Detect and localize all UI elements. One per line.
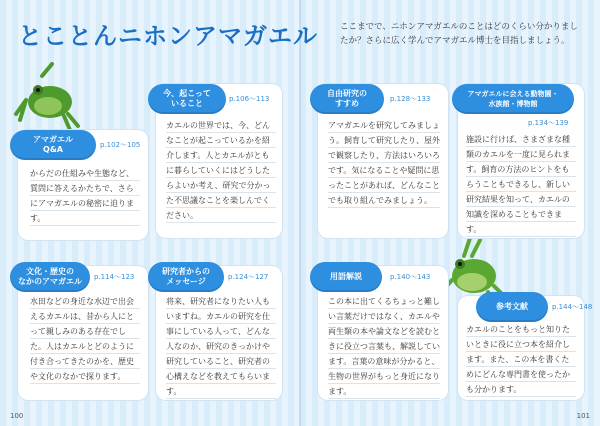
- research-text: アマガエルを研究してみましょう。飼育して研究したり、屋外で観察したり、方法はいろいろです。気になることや疑問に思ったことがあれば、どんなことでも取り組んでみましょう。: [328, 118, 440, 208]
- now-tab[interactable]: 今、起こって いること: [148, 84, 226, 114]
- zoo-tab[interactable]: アマガエルに会える動物園・ 水族館・博物館: [452, 84, 574, 114]
- page-number-left: 100: [10, 412, 24, 420]
- references-pages: p.144〜148: [552, 303, 593, 311]
- now-text: カエルの世界では、今、どんなことが起こっているかを紹介します。人とカエルがともに暮らしていくにはどうしたらよいか考え、研究で分かった不思議なことを楽しんでください。: [166, 118, 276, 223]
- qa-pages: p.102〜105: [100, 141, 141, 149]
- message-pages: p.124〜127: [228, 273, 269, 281]
- references-text: カエルのことをもっと知りたいときに役に立つ本を紹介します。また、この本を書くためにどんな専門書を使ったかも分かります。: [466, 322, 576, 397]
- glossary-pages: p.140〜143: [390, 273, 431, 281]
- glossary-text: この本に出てくるちょっと難しい言葉だけではなく、カエルや両生類の本や論文などを読むときに役立つ言葉も、解説しています。言葉の意味が分かると、生物の世界がもっと身近になります。: [328, 294, 440, 399]
- page-number-right: 101: [576, 412, 590, 420]
- research-pages: p.128〜133: [390, 95, 431, 103]
- zoo-text: 施設に行けば、さまざまな種類のカエルを一度に見られます。飼育の方法のヒントをもらうこともできるし、新しい研究結果を知って、カエルの知識を深めることもできます。: [466, 132, 576, 237]
- page-gutter: [299, 0, 301, 426]
- culture-pages: p.114〜123: [94, 273, 135, 281]
- qa-tab[interactable]: アマガエル Q&A: [10, 130, 96, 160]
- message-tab[interactable]: 研究者からの メッセージ: [148, 262, 224, 292]
- intro-text: ここまでで、ニホンアマガエルのことはどのくらい分かりましたか？さらに広く学んでアマガエル博士を目指しましょう。: [340, 22, 578, 46]
- culture-tab[interactable]: 文化・歴史の なかのアマガエル: [10, 262, 90, 292]
- message-text: 将来、研究者になりたい人もいますね。カエルの研究を仕事にしている人って、どんな人なのか、研究のきっかけや研究していること、研究者の心構えなどを教えてもらいます。: [166, 294, 276, 399]
- references-tab[interactable]: 参考文献: [476, 292, 548, 322]
- zoo-pages: p.134〜139: [528, 119, 569, 127]
- qa-text: からだの仕組みや生態など、質問に答えるかたちで、さらにアマガエルの秘密に迫ります。: [30, 166, 140, 226]
- now-pages: p.106〜113: [229, 95, 270, 103]
- research-tab[interactable]: 自由研究の すすめ: [310, 84, 384, 114]
- page-title: とことんニホンアマガエル: [18, 22, 318, 50]
- tree-frog-illustration: [12, 62, 82, 132]
- culture-text: 水田などの身近な水辺で出会えるカエルは、昔から人にとって親しみのある存在でした。人はカエルとどのように付き合ってきたのかを、歴史や文化のなかで探ります。: [30, 294, 140, 384]
- glossary-tab[interactable]: 用語解説: [310, 262, 382, 292]
